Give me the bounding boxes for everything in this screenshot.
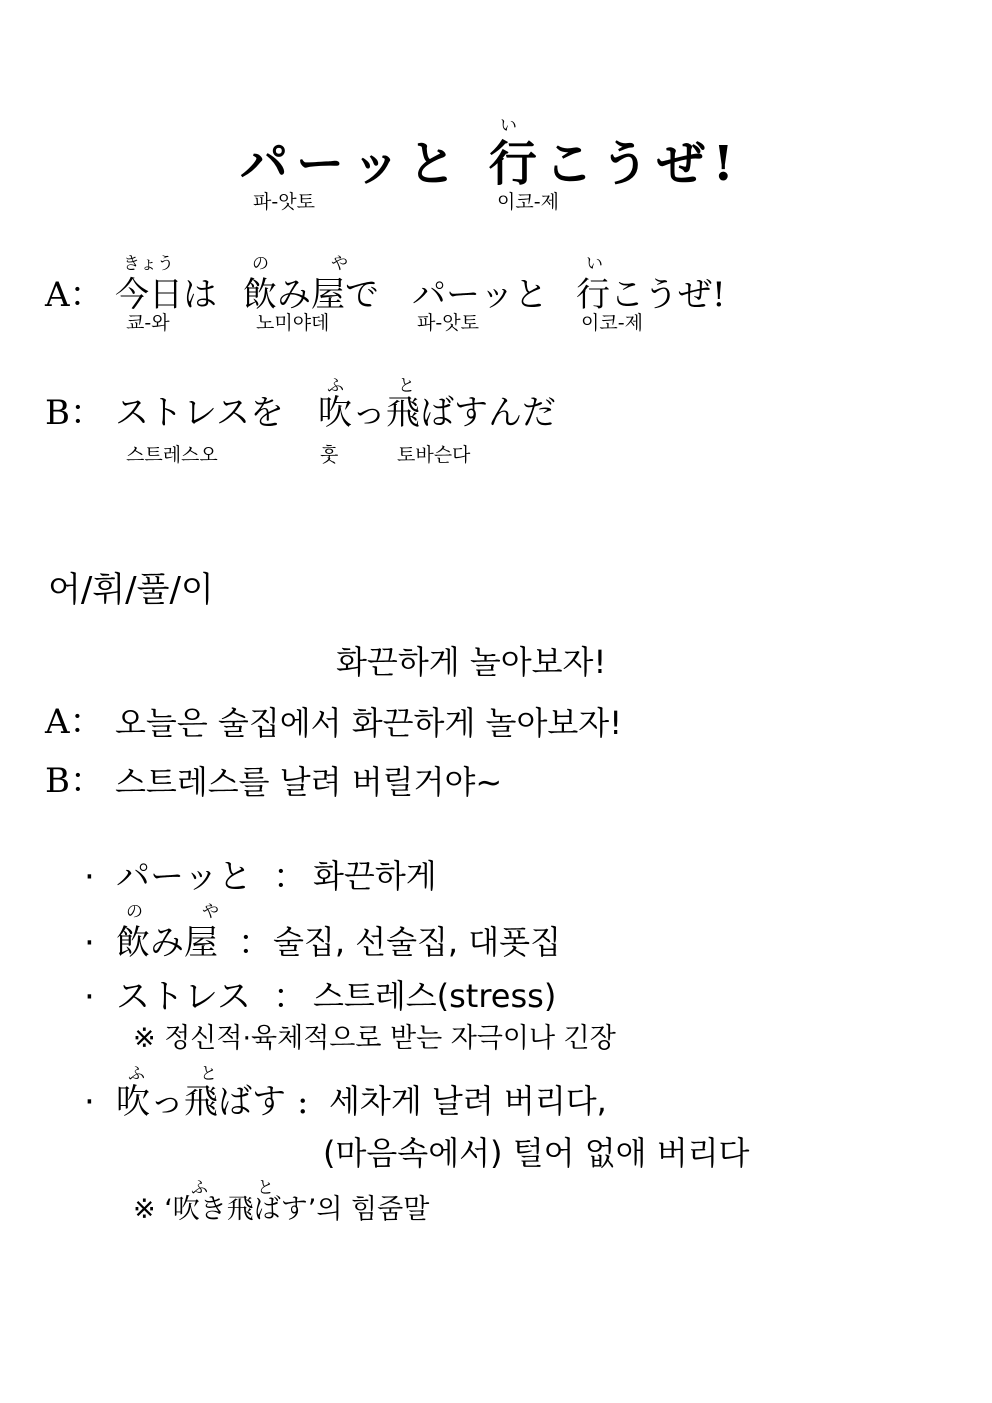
line-b-part1: ストレスを bbox=[115, 393, 284, 433]
ruby-ya: や bbox=[331, 254, 348, 274]
vocab-ruby-to: と bbox=[200, 1064, 217, 1084]
vocab-bullet-2: · bbox=[84, 923, 95, 963]
vocab-term-4: 吹っ飛ばす bbox=[116, 1082, 286, 1122]
translation-b-text: 스트레스를 날려 버릴거야~ bbox=[115, 763, 503, 801]
vocab-note-4: ※ ‘吹き飛ばす’의 힘줌말 bbox=[133, 1194, 430, 1225]
vocab-meaning-4: 세차게 날려 버리다, bbox=[329, 1082, 607, 1120]
ruby-no: の bbox=[252, 254, 269, 274]
vocab-sep-1: ： bbox=[273, 857, 307, 897]
line-b-part2: 吹っ飛ばすんだ bbox=[318, 393, 556, 433]
vocab-note-ruby-fu: ふ bbox=[191, 1178, 208, 1198]
vocab-sep-4: : bbox=[297, 1082, 309, 1122]
vocab-sep-3: ： bbox=[273, 977, 307, 1017]
line-a-label: A： bbox=[45, 275, 104, 315]
line-b-reading-3: 토바슨다 bbox=[397, 444, 471, 466]
vocab-meaning-2: 술집, 선술집, 대폿집 bbox=[273, 923, 561, 961]
ruby-i: い bbox=[586, 254, 603, 274]
ruby-to: と bbox=[398, 376, 415, 396]
line-a-part1: 今日は bbox=[115, 275, 217, 315]
vocab-term-2: 飲み屋 bbox=[116, 923, 218, 963]
vocab-heading: 어/휘/풀/이 bbox=[48, 570, 214, 610]
line-a-part2: 飲み屋で bbox=[243, 275, 379, 315]
translation-a-text: 오늘은 술집에서 화끈하게 놀아보자! bbox=[115, 704, 623, 742]
line-a-part4: 行こうぜ! bbox=[576, 275, 726, 315]
page-title: パーッと 行こうぜ! bbox=[240, 136, 742, 192]
vocab-ruby-fu: ふ bbox=[128, 1064, 145, 1084]
vocab-sep-2: ： bbox=[238, 923, 272, 963]
vocab-ruby-no: の bbox=[126, 902, 143, 922]
line-b-reading-1: 스트레스오 bbox=[126, 444, 218, 466]
vocab-note-3: ※ 정신적·육체적으로 받는 자극이나 긴장 bbox=[133, 1023, 616, 1054]
title-ruby-iku: い bbox=[500, 116, 517, 136]
translation-title: 화끈하게 놀아보자! bbox=[336, 643, 607, 681]
vocab-ruby-ya: や bbox=[202, 902, 219, 922]
vocab-bullet-3: · bbox=[84, 977, 95, 1017]
vocab-bullet-1: · bbox=[84, 857, 95, 897]
title-reading-1: 파-앗토 bbox=[253, 191, 315, 213]
vocab-meaning-1: 화끈하게 bbox=[313, 857, 437, 895]
line-b-label: B： bbox=[45, 393, 104, 433]
line-b-reading-2: 훗 bbox=[320, 444, 339, 466]
line-a-reading-4: 이코-제 bbox=[581, 312, 643, 334]
translation-b-label: B： bbox=[45, 761, 104, 801]
line-a-reading-1: 쿄-와 bbox=[126, 312, 170, 334]
vocab-meaning-3: 스트레스(stress) bbox=[313, 977, 557, 1015]
vocab-bullet-4: · bbox=[84, 1082, 95, 1122]
translation-a-label: A： bbox=[45, 702, 104, 742]
line-a-reading-2: 노미야데 bbox=[256, 312, 330, 334]
ruby-fu: ふ bbox=[327, 376, 344, 396]
title-reading-2: 이코-제 bbox=[497, 191, 559, 213]
line-a-part3: パーッと bbox=[412, 275, 548, 315]
vocab-term-3: ストレス bbox=[116, 977, 251, 1017]
ruby-kyou: きょう bbox=[123, 254, 174, 274]
vocab-term-1: パーッと bbox=[116, 857, 252, 897]
vocab-meaning-4b: (마음속에서) 털어 없애 버리다 bbox=[323, 1134, 750, 1172]
vocab-note-ruby-to: と bbox=[257, 1178, 274, 1198]
line-a-reading-3: 파-앗토 bbox=[417, 312, 479, 334]
